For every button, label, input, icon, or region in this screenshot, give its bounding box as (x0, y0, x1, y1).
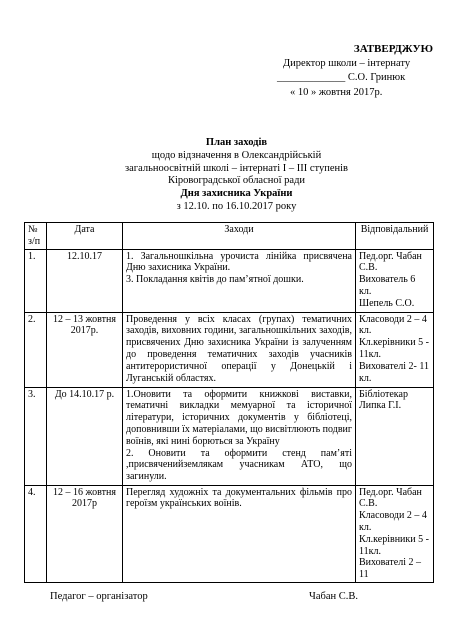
row-activities (123, 485, 356, 582)
plan-subtitle-2: загальноосвітній школі – інтернаті І – ІІІ ступенів (124, 162, 349, 174)
responsible-line: Вихователі 2 – 11 (359, 557, 421, 581)
responsible-line: Шепель С.О. (359, 297, 415, 309)
row-num: 4. (25, 485, 47, 582)
row-activities (123, 387, 356, 485)
row-num: 3. (25, 387, 47, 485)
row-date: До 14.10.17 р. (47, 387, 123, 485)
responsible-line: Пед.орг. Чабан С.В. (359, 250, 422, 274)
responsible-line: Вихователь 6 кл. (359, 274, 416, 297)
row-date: 12 – 16 жовтня 2017р (47, 485, 123, 582)
activity-line: 1. Загальношкільна урочиста лінійка присвячена Дню захисника України. (126, 250, 352, 274)
responsible-line: Класоводи 2 – 4 кл. (359, 313, 427, 337)
footer-role: Педагог – організатор (50, 591, 148, 602)
row-activities (123, 312, 356, 387)
plan-subtitle-3: Кіровоградської обласної ради (167, 175, 306, 187)
footer-name: Чабан С.В. (309, 591, 358, 602)
approval-block (255, 42, 445, 100)
responsible-line: Вихователі 2- 11 кл. (359, 360, 429, 384)
approval-position: Директор школи – інтернату (283, 57, 411, 69)
row-responsible (356, 485, 434, 582)
row-date: 12.10.17 (47, 249, 123, 312)
row-responsible (356, 387, 434, 485)
approval-date: « 10 » жовтня 2017р. (290, 86, 383, 98)
activity-line: Перегляд художніх та документальних фільмів про героїзм українських воїнів. (126, 486, 352, 510)
plan-title: План заходів (205, 137, 268, 148)
row-num: 1. (25, 249, 47, 312)
activity-line: Проведення у всіх класах (групах) тематичних заходів, виховних години, загальношкільних заходів, присвячених Дню захисника України із залученням до проведення тематичних заходів учасників антитерористичної операції у Донецькій і Луганській областях. (126, 313, 352, 384)
responsible-line: Кл.керівники 5 - 11кл. (359, 337, 429, 360)
responsible-line: Кл.керівники 5 - 11кл. (359, 533, 429, 557)
header-date: Дата (47, 223, 123, 250)
table-header-row (25, 223, 434, 250)
responsible-line: Бібліотекар Липка Г.І. (359, 388, 408, 412)
plan-subtitle-1: щодо відзначення в Олександрійській (151, 149, 322, 161)
table-row (25, 312, 434, 387)
plan-event-name: Дня захисника України (180, 188, 293, 200)
table-row (25, 485, 434, 582)
row-responsible (356, 249, 434, 312)
activity-line: 2. Оновити та оформити стенд пам’яті ,присвяченийземлякам учасникам АТО, що загинули. (126, 447, 352, 483)
plan-period: з 12.10. по 16.10.2017 року (176, 200, 297, 212)
row-responsible (356, 312, 434, 387)
responsible-line: Пед.орг. Чабан С.В. (359, 486, 422, 510)
row-date: 12 – 13 жовтня 2017р. (47, 312, 123, 387)
approval-heading: ЗАТВЕРДЖУЮ (353, 43, 433, 55)
table-row (25, 387, 434, 485)
plan-title-block (70, 137, 403, 214)
header-responsible: Відповідальний (356, 223, 434, 250)
approval-signature-line: _____________ С.О. Гринюк (277, 72, 406, 83)
row-num: 2. (25, 312, 47, 387)
responsible-line: Класоводи 2 – 4 кл. (359, 510, 427, 533)
header-activities: Заходи (123, 223, 356, 250)
activity-line: 3. Покладання квітів до пам’ятної дошки. (126, 274, 304, 286)
plan-table (24, 222, 434, 583)
header-num: № з/п (25, 223, 47, 250)
table-row (25, 249, 434, 312)
row-activities (123, 249, 356, 312)
activity-line: 1.Оновити та оформити книжкові виставки, тематичні викладки мемуарної та історичної літератури, історичних документів у бібліотеці, доповнивши їх матеріалами, що висвітлюють подвиг воїнів, які нині борються за Україну (126, 388, 352, 447)
